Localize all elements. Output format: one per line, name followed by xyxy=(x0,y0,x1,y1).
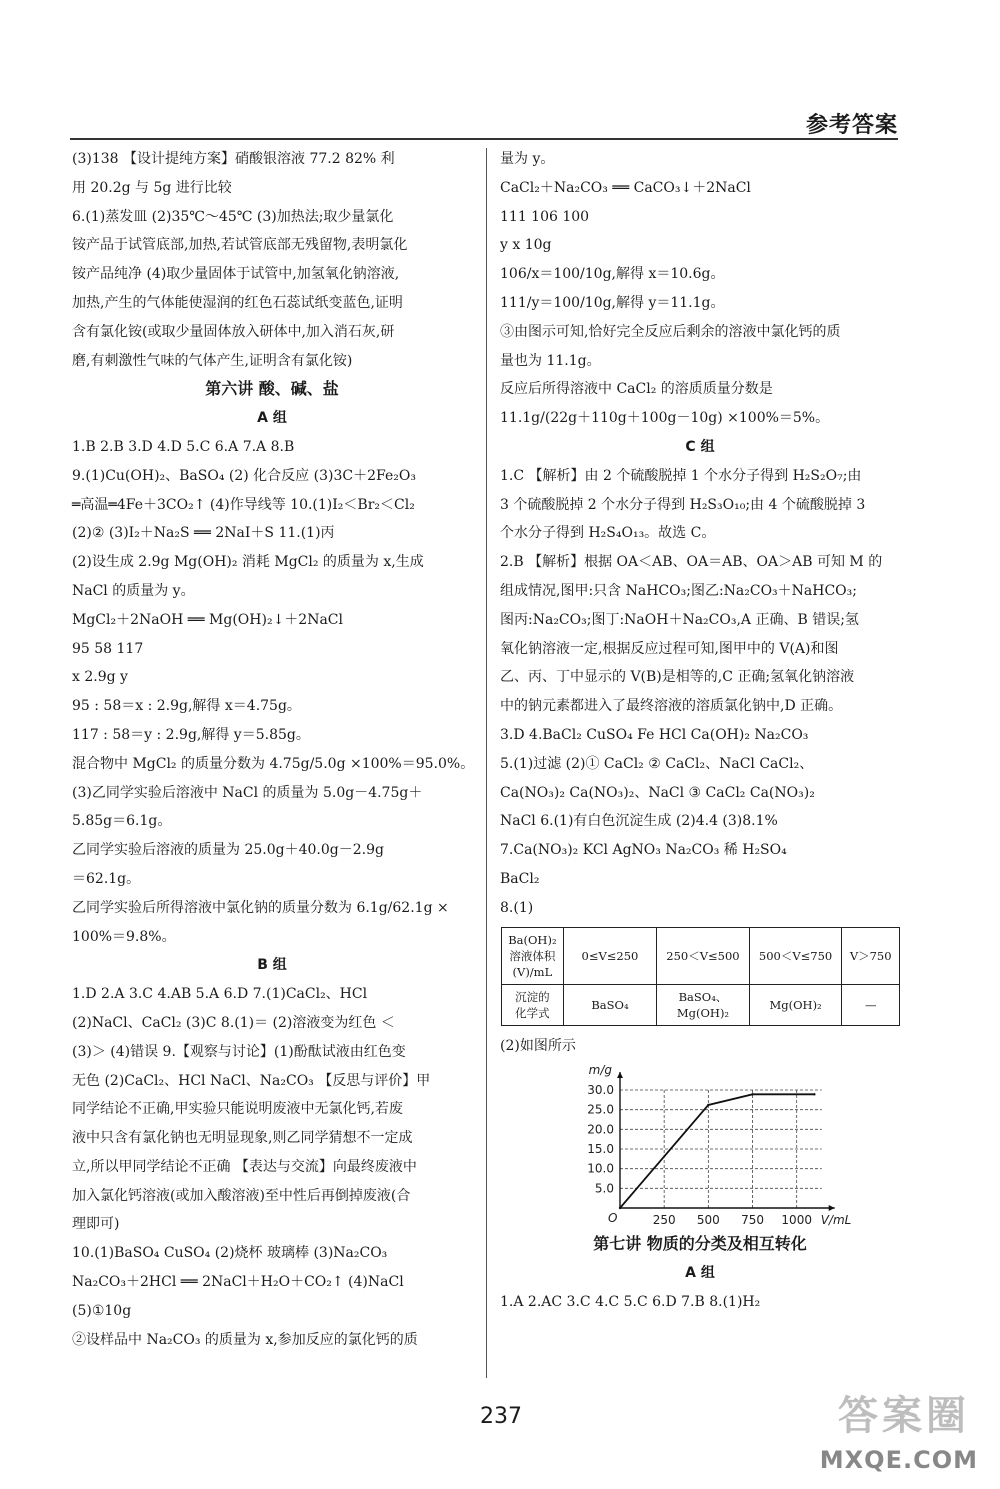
graph-caption: (2)如图所示 xyxy=(500,1037,576,1054)
answer-line: Na₂CO₃＋2HCl ══ 2NaCl＋H₂O＋CO₂↑ (4)NaCl xyxy=(72,1274,404,1291)
answer-line: 液中只含有氯化钠也无明显现象,则乙同学猜想不一定成 xyxy=(72,1130,413,1147)
answer-line: 1.C 【解析】由 2 个硫酸脱掉 1 个水分子得到 H₂S₂O₇;由 xyxy=(500,467,862,484)
left-column xyxy=(72,145,475,1354)
table-cell: Mg(OH)₂ xyxy=(749,984,842,1025)
answer-line: 加入氯化钙溶液(或加入酸溶液)至中性后再倒掉废液(合 xyxy=(72,1187,411,1204)
answer-line: 乙、丙、丁中显示的 V(B)是相等的,C 正确;氢氧化钠溶液 xyxy=(500,669,855,686)
section-heading: 第七讲 物质的分类及相互转化 xyxy=(593,1234,807,1254)
column-divider xyxy=(486,148,487,1378)
y-tick-label: 10.0 xyxy=(587,1161,614,1176)
answer-line: 5.85g＝6.1g。 xyxy=(72,813,172,830)
answer-line: 8.(1) xyxy=(500,899,534,916)
x-axis-label: V/mL xyxy=(820,1213,852,1228)
answer-line: 用 20.2g 与 5g 进行比较 xyxy=(72,179,232,196)
answer-line: 2.B 【解析】根据 OA＜AB、OA＝AB、OA＞AB 可知 M 的 xyxy=(500,554,883,571)
answer-line: 含有氯化铵(或取少量固体放入研体中,加入消石灰,研 xyxy=(72,323,395,340)
data-point xyxy=(619,1207,621,1209)
answer-line: 11.1g/(22g＋110g＋100g－10g) ×100%＝5%。 xyxy=(500,410,830,427)
mass-volume-chart xyxy=(555,1060,852,1230)
answer-line: 量为 y。 xyxy=(500,151,555,167)
answer-line: 反应后所得溶液中 CaCl₂ 的溶质质量分数是 xyxy=(500,381,773,398)
answer-line: 中的钠元素都进入了最终溶液的溶质氯化钠中,D 正确。 xyxy=(500,698,843,715)
data-point xyxy=(751,1093,753,1095)
y-tick-label: 5.0 xyxy=(594,1181,614,1196)
answer-line: 无色 (2)CaCl₂、HCl NaCl、Na₂CO₃ 【反思与评价】甲 xyxy=(72,1072,431,1089)
answer-line: 混合物中 MgCl₂ 的质量分数为 4.75g/5.0g ×100%＝95.0%。 xyxy=(72,755,475,772)
answer-line: 乙同学实验后所得溶液中氯化钠的质量分数为 6.1g/62.1g × xyxy=(72,899,449,916)
table-cell: 250＜V≤500 xyxy=(657,927,750,984)
answer-line: 7.Ca(NO₃)₂ KCl AgNO₃ Na₂CO₃ 稀 H₂SO₄ xyxy=(500,842,787,859)
answer-line: 117 : 58＝y : 2.9g,解得 y＝5.85g。 xyxy=(72,726,310,743)
answer-line: (2)② (3)I₂＋Na₂S ══ 2NaI＋S 11.(1)丙 xyxy=(72,525,335,542)
y-axis-label: m/g xyxy=(588,1063,612,1078)
series-line xyxy=(620,1095,814,1209)
answer-line: 氧化钠溶液一定,根据反应过程可知,图甲中的 V(A)和图 xyxy=(500,640,839,657)
y-tick-label: 25.0 xyxy=(587,1102,614,1117)
x-axis-arrow-icon xyxy=(829,1205,835,1211)
answer-line: CaCl₂＋Na₂CO₃ ══ CaCO₃↓＋2NaCl xyxy=(500,179,751,196)
answer-line: 图丙:Na₂CO₃;图丁:NaOH＋Na₂CO₃,A 正确、B 错误;氢 xyxy=(500,611,859,628)
answer-line: 1.B 2.B 3.D 4.D 5.C 6.A 7.A 8.B xyxy=(72,438,295,455)
header-rule xyxy=(70,138,898,140)
answer-line: BaCl₂ xyxy=(500,870,540,887)
table-cell: — xyxy=(842,984,900,1025)
group-heading: B 组 xyxy=(257,957,287,974)
table-cell: 500＜V≤750 xyxy=(749,927,842,984)
answer-line: 3 个硫酸脱掉 2 个水分子得到 H₂S₃O₁₀;由 4 个硫酸脱掉 3 xyxy=(500,496,866,513)
answer-table xyxy=(501,927,900,1026)
answer-line: ═高温═4Fe＋3CO₂↑ (4)作导线等 10.(1)I₂＜Br₂＜Cl₂ xyxy=(72,496,415,513)
y-tick-label: 15.0 xyxy=(587,1142,614,1157)
answer-line: 铵产品于试管底部,加热,若试管底部无残留物,表明氯化 xyxy=(72,237,408,254)
answer-line: (3)乙同学实验后溶液中 NaCl 的质量为 5.0g－4.75g＋ xyxy=(72,784,423,801)
origin-label: O xyxy=(608,1211,618,1226)
answer-line: 106/x＝100/10g,解得 x＝10.6g。 xyxy=(500,266,725,283)
answer-line: 组成情况,图甲:只含 NaHCO₃;图乙:Na₂CO₃＋NaHCO₃; xyxy=(500,582,857,599)
answer-line: (3)＞ (4)错误 9.【观察与讨论】(1)酚酞试液由红色变 xyxy=(72,1043,406,1060)
answer-line: MgCl₂＋2NaOH ══ Mg(OH)₂↓＋2NaCl xyxy=(72,611,343,628)
answer-line: Ca(NO₃)₂ Ca(NO₃)₂、NaCl ③ CaCl₂ Ca(NO₃)₂ xyxy=(500,784,815,801)
table-cell: 0≤V≤250 xyxy=(563,927,656,984)
answer-line: 3.D 4.BaCl₂ CuSO₄ Fe HCl Ca(OH)₂ Na₂CO₃ xyxy=(500,726,809,743)
group-heading: A 组 xyxy=(257,410,287,427)
y-tick-label: 30.0 xyxy=(587,1083,614,1098)
answer-line: 1.D 2.A 3.C 4.AB 5.A 6.D 7.(1)CaCl₂、HCl xyxy=(72,986,368,1003)
answer-line: (2)设生成 2.9g Mg(OH)₂ 消耗 MgCl₂ 的质量为 x,生成 xyxy=(72,554,424,571)
answer-line: 95 : 58＝x : 2.9g,解得 x＝4.75g。 xyxy=(72,698,301,715)
x-tick-label: 750 xyxy=(741,1213,764,1228)
right-column xyxy=(500,145,900,1317)
answer-line: 6.(1)蒸发皿 (2)35℃～45℃ (3)加热法;取少量氯化 xyxy=(72,208,394,225)
data-point xyxy=(813,1093,815,1095)
table-cell: BaSO₄ xyxy=(563,984,656,1025)
answer-line: 理即可) xyxy=(72,1216,120,1233)
table-cell: 沉淀的 化学式 xyxy=(502,984,564,1025)
watermark-url: MXQE.COM xyxy=(819,1446,978,1474)
answer-line: (3)138 【设计提纯方案】硝酸银溶液 77.2 82% 利 xyxy=(72,151,395,167)
y-tick-label: 20.0 xyxy=(587,1122,614,1137)
answer-line: 铵产品纯净 (4)取少量固体于试管中,加氢氧化钠溶液, xyxy=(72,266,400,283)
section-heading: 第六讲 酸、碱、盐 xyxy=(205,379,339,399)
answer-line: 5.(1)过滤 (2)① CaCl₂ ② CaCl₂、NaCl CaCl₂、 xyxy=(500,755,814,772)
answer-line: y x 10g xyxy=(500,237,552,254)
page-header-title: 参考答案 xyxy=(805,113,898,138)
answer-line: (5)①10g xyxy=(72,1302,132,1319)
answer-line: x 2.9g y xyxy=(72,669,128,686)
answer-line: 111/y＝100/10g,解得 y＝11.1g。 xyxy=(500,294,725,311)
table-cell: V＞750 xyxy=(842,927,900,984)
answer-line: 磨,有刺激性气味的气体产生,证明含有氯化铵) xyxy=(72,352,353,369)
page-number: 237 xyxy=(480,1404,522,1429)
answer-line: ③由图示可知,恰好完全反应后剩余的溶液中氯化钙的质 xyxy=(500,323,841,340)
answer-line: (2)NaCl、CaCl₂ (3)C 8.(1)＝ (2)溶液变为红色 ＜ xyxy=(72,1014,395,1031)
table-row xyxy=(502,984,900,1025)
watermark-logo: 答案圈 xyxy=(838,1393,970,1439)
answer-line: 9.(1)Cu(OH)₂、BaSO₄ (2) 化合反应 (3)3C＋2Fe₂O₃ xyxy=(72,467,416,484)
answer-line: NaCl 的质量为 y。 xyxy=(72,582,195,599)
x-tick-label: 500 xyxy=(696,1213,720,1228)
answer-line: 量也为 11.1g。 xyxy=(500,352,601,369)
group-heading: A 组 xyxy=(685,1265,715,1282)
table-cell: BaSO₄、 Mg(OH)₂ xyxy=(657,984,750,1025)
answer-line: 1.A 2.AC 3.C 4.C 5.C 6.D 7.B 8.(1)H₂ xyxy=(500,1293,761,1310)
answer-line: 95 58 117 xyxy=(72,640,144,657)
x-tick-label: 250 xyxy=(652,1213,676,1228)
x-tick-label: 1000 xyxy=(781,1213,812,1228)
answer-line: 加热,产生的气体能使湿润的红色石蕊试纸变蓝色,证明 xyxy=(72,294,403,311)
answer-line: 100%＝9.8%。 xyxy=(72,928,176,945)
answer-line: 乙同学实验后溶液的质量为 25.0g＋40.0g－2.9g xyxy=(72,842,384,859)
y-axis-arrow-icon xyxy=(617,1072,623,1078)
group-heading: C 组 xyxy=(685,438,715,455)
table-cell: Ba(OH)₂ 溶液体积 (V)/mL xyxy=(502,927,564,984)
data-point xyxy=(707,1104,709,1106)
table-row xyxy=(502,927,900,984)
answer-line: ＝62.1g。 xyxy=(72,870,141,887)
answer-line: 10.(1)BaSO₄ CuSO₄ (2)烧杯 玻璃棒 (3)Na₂CO₃ xyxy=(72,1245,388,1262)
answer-line: 个水分子得到 H₂S₄O₁₃。故选 C。 xyxy=(500,525,716,542)
answer-line: NaCl 6.(1)有白色沉淀生成 (2)4.4 (3)8.1% xyxy=(500,813,778,830)
answer-line: 111 106 100 xyxy=(500,208,590,225)
answer-line: 立,所以甲同学结论不正确 【表达与交流】向最终废液中 xyxy=(72,1158,417,1175)
answer-line: ②设样品中 Na₂CO₃ 的质量为 x,参加反应的氯化钙的质 xyxy=(72,1331,418,1348)
answer-line: 同学结论不正确,甲实验只能说明废液中无氯化钙,若废 xyxy=(72,1101,403,1118)
